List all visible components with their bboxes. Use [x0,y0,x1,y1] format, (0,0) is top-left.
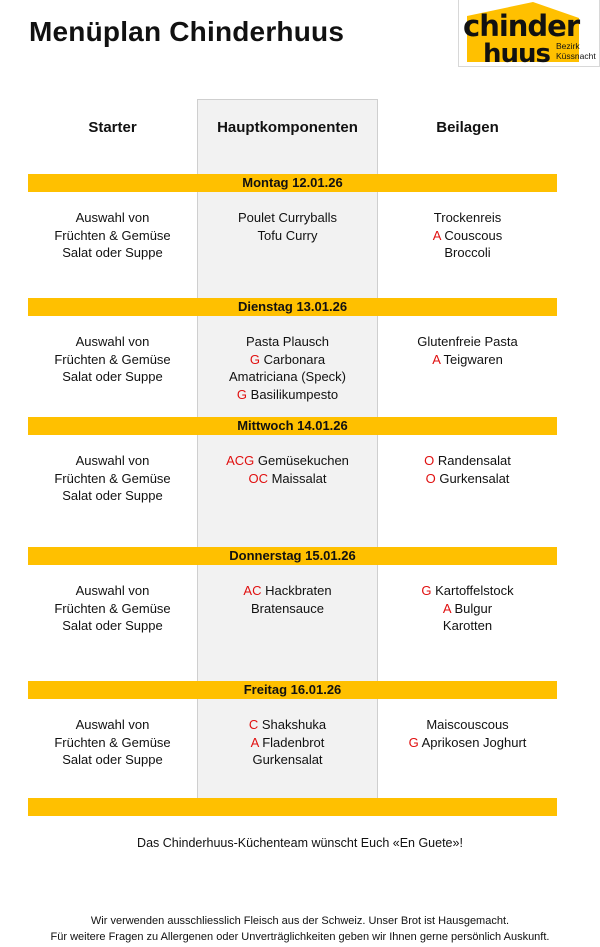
dish-name: Maissalat [271,470,327,486]
allergen-code: C [248,717,259,732]
starter-line: Auswahl von [75,583,150,598]
cell-main [197,209,378,244]
cell-main [197,716,378,769]
day-band: Donnerstag 15.01.26 [28,547,557,565]
cell-main [197,582,378,617]
greeting-text: Das Chinderhuus-Küchenteam wünscht Euch «En Guete»! [137,836,463,850]
dish-line [378,716,557,734]
dish-name: Fladenbrot [262,734,325,750]
chinderhuus-logo [458,0,600,67]
allergen-code: G [421,583,432,598]
cell-starter [28,333,197,386]
dish-name: Shakshuka [261,717,327,732]
cell-starter [28,209,197,262]
starter-line: Auswahl von [75,210,150,225]
dish-line [197,386,378,404]
dish-line [197,751,378,769]
dish-line [197,582,378,600]
dish-line [378,452,557,470]
dish-line [197,368,378,386]
dish-name: Randensalat [437,453,511,468]
cell-starter [28,582,197,635]
dish-line [197,227,378,245]
dish-line [197,600,378,618]
day-band: Dienstag 13.01.26 [28,298,557,316]
dish-name: Gurkensalat [252,752,323,768]
allergen-code: A [432,351,441,367]
allergen-code: G [249,351,261,367]
dish-line [197,351,378,369]
footer-line-2: Für weitere Fragen zu Allergenen oder Unverträglichkeiten geben wir Ihnen gerne persönlich Auskunft. [50,931,550,943]
dish-line [378,244,557,262]
dish-name: Carbonara [263,351,326,367]
dish-name: Gemüsekuchen [257,453,349,468]
dish-name: Glutenfreie Pasta [417,334,518,349]
dish-name: Broccoli [444,245,491,261]
allergen-code: G [408,734,419,750]
dish-name: Amatriciana (Speck) [228,369,347,385]
allergen-code: O [424,453,435,468]
starter-line: Früchten & Gemüse [54,734,171,750]
dish-line [197,452,378,470]
dish-line [197,734,378,752]
dish-name: Tofu Curry [257,227,318,243]
dish-name: Maiscouscous [426,717,509,732]
svg-text:Bezirk: Bezirk [556,41,580,51]
dish-name: Poulet Curryballs [238,210,337,225]
cell-main [197,452,378,487]
dish-name: Gurkensalat [439,470,510,486]
allergen-code: G [236,387,248,403]
svg-text:chinder: chinder [463,9,580,43]
cell-side [378,716,557,751]
dish-line [378,227,557,245]
starter-line: Salat oder Suppe [62,488,163,504]
dish-line [197,333,378,351]
starter-line: Früchten & Gemüse [54,351,171,367]
cell-side [378,452,557,487]
dish-line [378,470,557,488]
dish-name: Kartoffelstock [435,583,514,598]
dish-line [197,209,378,227]
cell-main [197,333,378,404]
column-header-main: Hauptkomponenten [217,119,358,136]
allergen-code: O [425,470,436,486]
dish-name: Karotten [442,618,493,634]
page-title: Menüplan Chinderhuus [29,16,345,47]
dish-line [378,617,557,635]
allergen-code: A [432,227,441,243]
dish-name: Bulgur [454,600,493,616]
allergen-code: OC [248,470,268,486]
starter-line: Auswahl von [75,453,150,468]
starter-line: Auswahl von [75,334,150,349]
starter-line: Auswahl von [75,717,150,732]
allergen-code: ACG [226,453,255,468]
allergen-code: A [442,600,451,616]
dish-line [197,716,378,734]
column-header-starter: Starter [88,119,137,136]
day-band: Mittwoch 14.01.26 [28,417,557,435]
starter-line: Früchten & Gemüse [54,470,171,486]
dish-line [378,600,557,618]
cell-starter [28,452,197,505]
dish-name: Teigwaren [443,351,503,367]
dish-line [378,734,557,752]
dish-line [378,351,557,369]
footer-line-1: Wir verwenden ausschliesslich Fleisch aus der Schweiz. Unser Brot ist Hausgemacht. [90,915,510,927]
starter-line: Früchten & Gemüse [54,227,171,243]
day-band: Montag 12.01.26 [28,174,557,192]
starter-line: Salat oder Suppe [62,245,163,261]
dish-name: Couscous [444,227,503,243]
dish-name: Pasta Plausch [245,334,330,349]
svg-text:huus: huus [483,39,551,67]
starter-line: Salat oder Suppe [62,752,163,768]
cell-side [378,333,557,368]
allergen-code: AC [243,583,262,598]
dish-name: Trockenreis [433,210,502,225]
cell-side [378,209,557,262]
column-header-side: Beilagen [436,119,499,136]
dish-line [378,582,557,600]
starter-line: Salat oder Suppe [62,369,163,385]
starter-line: Salat oder Suppe [62,618,163,634]
dish-line [378,333,557,351]
cell-side [378,582,557,635]
dish-name: Hackbraten [265,583,332,598]
starter-line: Früchten & Gemüse [54,600,171,616]
dish-line [378,209,557,227]
allergen-code: A [250,734,259,750]
svg-text:Küssnacht: Küssnacht [556,51,596,61]
dish-name: Aprikosen Joghurt [421,734,527,750]
day-band: Freitag 16.01.26 [28,681,557,699]
bottom-band [28,798,557,816]
dish-line [197,470,378,488]
dish-name: Basilikumpesto [250,387,339,403]
cell-starter [28,716,197,769]
dish-name: Bratensauce [251,600,324,616]
